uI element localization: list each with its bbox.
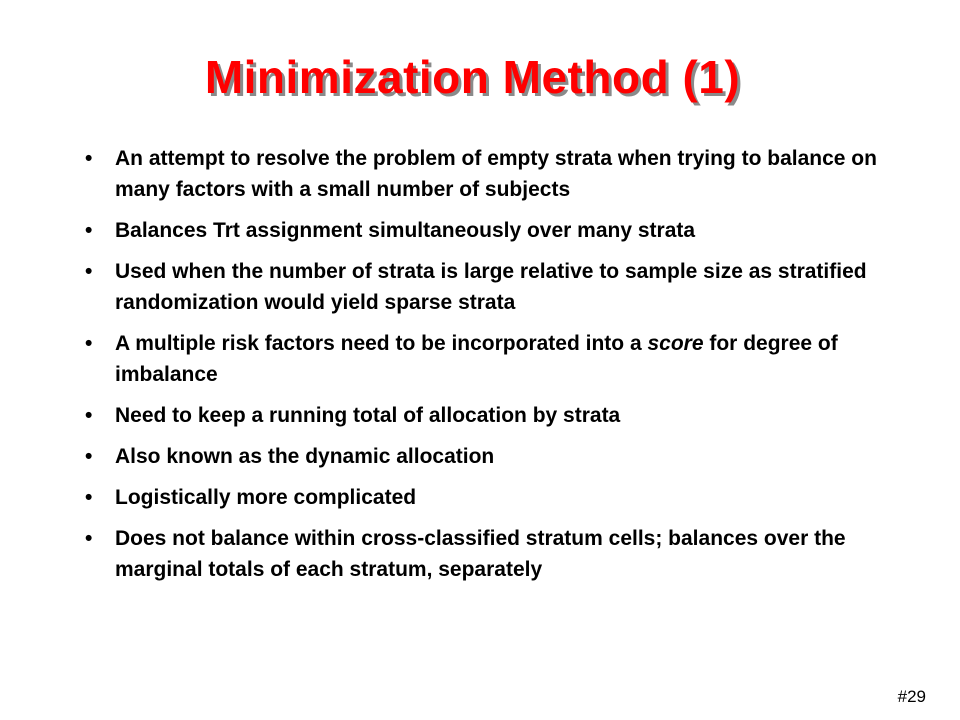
bullet-dot-icon: • [85, 219, 93, 242]
page-number: #29 [897, 687, 926, 706]
bullet-item [85, 256, 915, 318]
bullet-dot-icon: • [85, 260, 93, 283]
bullet-item [85, 400, 915, 431]
bullet-dot-icon: • [85, 147, 93, 170]
bullet-item [85, 523, 915, 585]
bullet-text-pre: A multiple risk factors need to be incorporated into a [115, 332, 648, 355]
bullet-item [85, 328, 915, 390]
bullet-dot-icon: • [85, 404, 93, 427]
bullet-item [85, 143, 915, 205]
bullet-item [85, 215, 915, 246]
bullet-dot-icon: • [85, 445, 93, 468]
bullet-text-post: for degree of imbalance [115, 332, 838, 386]
bullet-dot-icon: • [85, 486, 93, 509]
bullet-text: Balances Trt assignment simultaneously over many strata [115, 219, 696, 242]
bullet-text: Also known as the dynamic allocation [115, 445, 495, 468]
bullet-text-emphasis: score [647, 332, 704, 355]
slide-title: Minimization Method (1) [204, 51, 741, 103]
bullet-text: An attempt to resolve the problem of empty strata when trying to balance on many factors with a small number of subjects [115, 147, 877, 201]
bullet-text: Logistically more complicated [115, 486, 417, 509]
bullet-list [85, 143, 915, 595]
bullet-dot-icon: • [85, 527, 93, 550]
bullet-item [85, 441, 915, 472]
bullet-text: Does not balance within cross-classified stratum cells; balances over the marginal totals of each stratum, separately [115, 527, 846, 581]
bullet-dot-icon: • [85, 332, 93, 355]
bullet-text: Used when the number of strata is large relative to sample size as stratified randomization would yield sparse strata [115, 260, 867, 314]
bullet-text: Need to keep a running total of allocation by strata [115, 404, 621, 427]
bullet-item [85, 482, 915, 513]
